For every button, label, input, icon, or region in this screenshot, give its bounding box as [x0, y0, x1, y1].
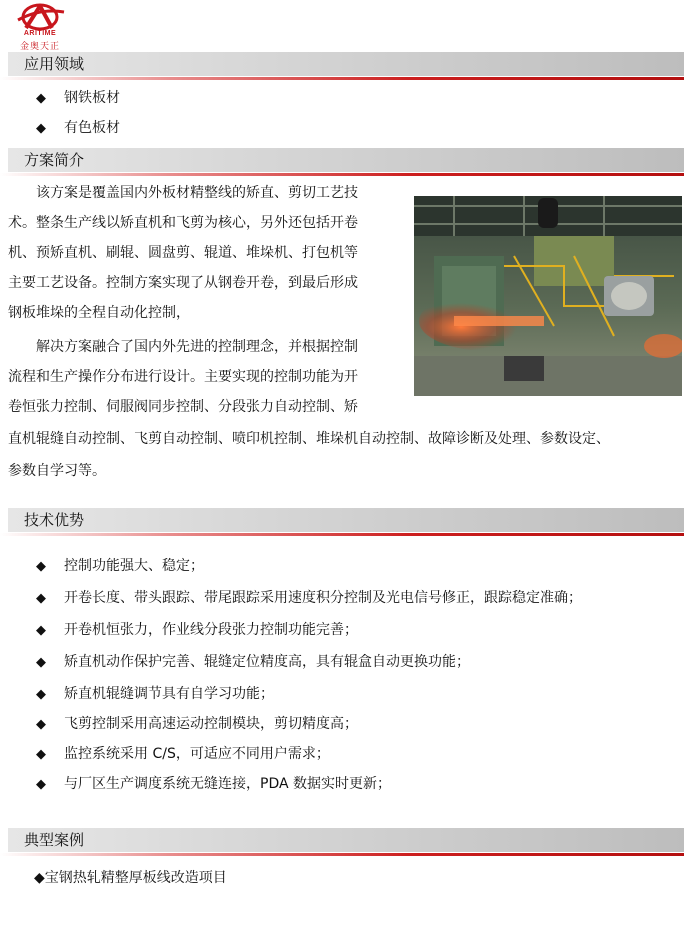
- production-line-photo: [414, 196, 682, 396]
- diamond-bullet-icon: ◆: [36, 591, 46, 606]
- intro-line: 直机辊缝自动控制、飞剪自动控制、喷印机控制、堆垛机自动控制、故障诊断及处理、参数设定、: [8, 431, 610, 447]
- case-item: [34, 868, 227, 888]
- section-header-apps: [0, 50, 684, 80]
- logo-text-en: ARITIME: [23, 30, 57, 37]
- logo-mark-icon: [8, 2, 72, 32]
- diamond-bullet-icon: ◆: [36, 747, 46, 762]
- list-item: ◆ 控制功能强大、稳定；: [36, 556, 204, 577]
- intro-line: 术。整条生产线以矫直机和飞剪为核心，另外还包括开卷: [8, 215, 358, 231]
- logo-text-cn: 金奥天正: [19, 42, 60, 52]
- company-logo: [8, 2, 72, 52]
- diamond-bullet-icon: ◆: [36, 655, 46, 670]
- case-label: 宝钢热轧精整厚板线改造项目: [44, 870, 227, 886]
- diamond-bullet-icon: ◆: [36, 687, 46, 702]
- list-item: ◆ 钢铁板材: [36, 88, 120, 109]
- intro-line: 参数自学习等。: [8, 463, 106, 479]
- diamond-bullet-icon: ◆: [36, 623, 46, 638]
- diamond-bullet-icon: ◆: [36, 91, 46, 106]
- diamond-bullet-icon: ◆: [36, 777, 46, 792]
- intro-line: 主要工艺设备。控制方案实现了从钢卷开卷，到最后形成: [8, 275, 358, 291]
- diamond-bullet-icon: ◆: [36, 559, 46, 574]
- list-item: ◆ 与厂区生产调度系统无缝连接，PDA 数据实时更新；: [36, 774, 391, 795]
- intro-line: 解决方案融合了国内外先进的控制理念，并根据控制: [36, 339, 358, 355]
- list-item: ◆ 开卷长度、带头跟踪、带尾跟踪采用速度积分控制及光电信号修正，跟踪稳定准确；: [36, 588, 582, 609]
- list-item: ◆ 开卷机恒张力，作业线分段张力控制功能完善；: [36, 620, 358, 641]
- section-header-advantages: [0, 506, 684, 536]
- diamond-bullet-icon: ◆: [36, 121, 46, 136]
- intro-line: 流程和生产操作分布进行设计。主要实现的控制功能为开: [8, 369, 358, 385]
- section-title-advantages: 技术优势: [24, 511, 85, 529]
- section-title-cases: 典型案例: [24, 831, 85, 849]
- diamond-bullet-icon: ◆: [34, 870, 45, 886]
- section-header-intro: [0, 146, 684, 176]
- list-item: ◆ 监控系统采用 C/S，可适应不同用户需求；: [36, 744, 330, 765]
- list-item: ◆ 有色板材: [36, 118, 120, 139]
- list-item: ◆ 矫直机辊缝调节具有自学习功能；: [36, 684, 274, 705]
- diamond-bullet-icon: ◆: [36, 717, 46, 732]
- section-header-cases: [0, 826, 684, 856]
- intro-line: 钢板堆垛的全程自动化控制，: [8, 305, 190, 321]
- intro-line: 机、预矫直机、刷辊、圆盘剪、辊道、堆垛机、打包机等: [8, 245, 358, 261]
- list-item: ◆ 飞剪控制采用高速运动控制模块，剪切精度高；: [36, 714, 358, 735]
- list-item: ◆ 矫直机动作保护完善、辊缝定位精度高，具有辊盒自动更换功能；: [36, 652, 470, 673]
- section-title-apps: 应用领域: [24, 55, 85, 73]
- intro-line: 卷恒张力控制、伺服阀同步控制、分段张力自动控制、矫: [8, 399, 358, 415]
- section-title-intro: 方案简介: [24, 151, 85, 169]
- intro-line: 该方案是覆盖国内外板材精整线的矫直、剪切工艺技: [36, 185, 358, 201]
